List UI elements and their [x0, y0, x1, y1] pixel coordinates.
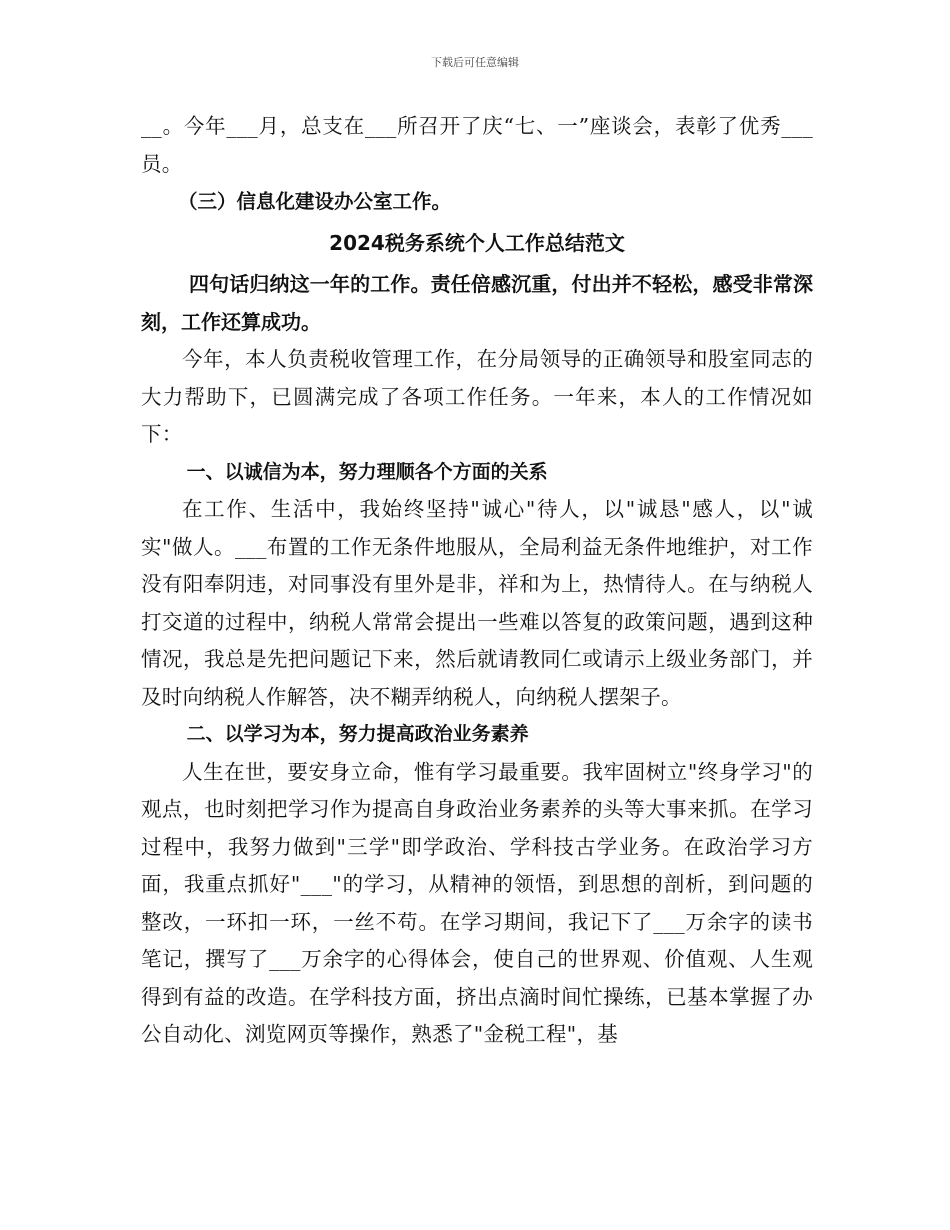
- intro-paragraph: __。今年___月，总支在___所召开了庆“七、一”座谈会，表彰了优秀___员。: [141, 114, 813, 176]
- subsection-heading-info-office: （三）信息化建设办公室工作。: [178, 190, 452, 213]
- document-title: 2024税务系统个人工作总结范文: [329, 230, 625, 255]
- document-body: [141, 108, 813, 1054]
- section-heading-learning: 二、以学习为本，努力提高政治业务素养: [186, 723, 529, 745]
- overview-paragraph: 今年，本人负责税收管理工作，在分局领导的正确领导和股室同志的大力帮助下，已圆满完成了各项工作任务。一年来，本人的工作情况如下：: [141, 347, 813, 446]
- page-header-note: 下载后可任意编辑: [431, 56, 519, 69]
- section-integrity-paragraph: 在工作、生活中，我始终坚持"诚心"待人，以"诚恳"感人，以"诚实"做人。___布置的工作无条件地服从，全局利益无条件地维护，对工作没有阳奉阴违，对同事没有里外是非，祥和为上，热情待人。在与纳税人打交道的过程中，纳税人常常会提出一些难以答复的政策问题，遇到这种情况，我总是先把问题记下来，然后就请教同仁或请示上级业务部门，并及时向纳税人作解答，决不糊弄纳税人，向纳税人摆架子。: [141, 497, 813, 709]
- section-heading-integrity: 一、以诚信为本，努力理顺各个方面的关系: [186, 460, 548, 483]
- lead-summary: 四句话归纳这一年的工作。责任倍感沉重，付出并不轻松，感受非常深刻，工作还算成功。: [141, 272, 813, 334]
- section-learning-paragraph: 人生在世，要安身立命，惟有学习最重要。我牢固树立"终身学习"的观点，也时刻把学习作为提高自身政治业务素养的头等大事来抓。在学习过程中，我努力做到"三学"即学政治、学科技古学业务。在政治学习方面，我重点抓好"___"的学习，从精神的领悟，到思想的剖析，到问题的整改，一环扣一环，一丝不苟。在学习期间，我记下了___万余字的读书笔记，撰写了___万余字的心得体会，使自己的世界观、价值观、人生观得到有益的改造。在学科技方面，挤出点滴时间忙操练，已基本掌握了办公自动化、浏览网页等操作，熟悉了"金税工程"，基: [141, 759, 813, 1046]
